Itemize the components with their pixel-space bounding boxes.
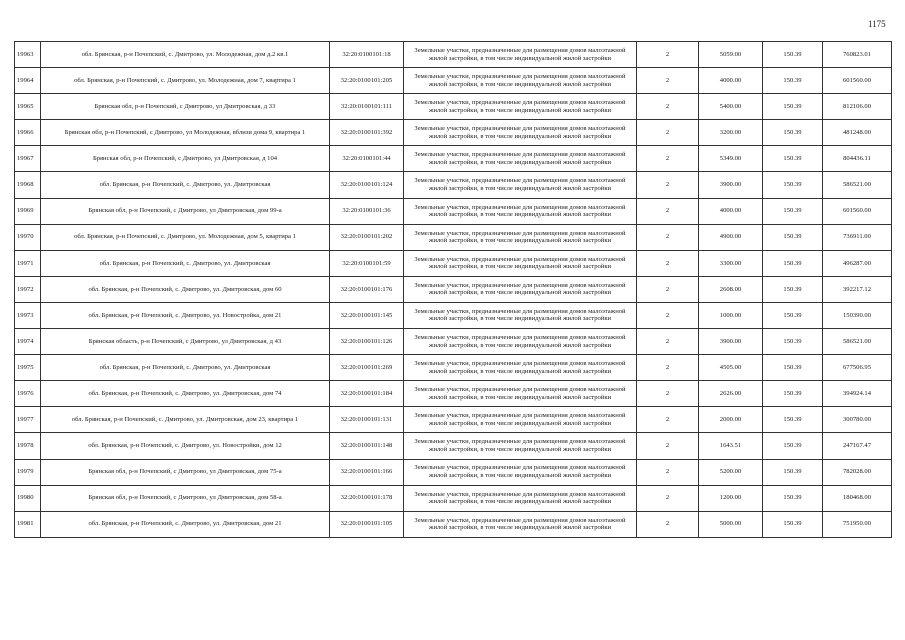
record-number: 19966 xyxy=(15,120,41,146)
category-cell: 2 xyxy=(637,198,699,224)
area-cell: 5000.00 xyxy=(699,511,763,537)
table-row xyxy=(15,485,892,511)
address-cell: Брянская обл, р-н Почепский, с Дмитрово, ул Дмитровская, д 104 xyxy=(41,146,330,172)
address-cell: обл. Брянская, р-н Почепский, с. Дмитрово, ул. Новостройка, дом 21 xyxy=(41,302,330,328)
table-row xyxy=(15,459,892,485)
specific-value-cell: 150.39 xyxy=(763,146,823,172)
record-number: 19968 xyxy=(15,172,41,198)
land-use-cell: Земельные участки, предназначенные для размещения домов малоэтажной жилой застройки, в том числе индивидуальной жилой застройки xyxy=(404,381,637,407)
cadastral-number-cell: 32:20:0100101:202 xyxy=(330,224,404,250)
table-row xyxy=(15,355,892,381)
area-cell: 4505.00 xyxy=(699,355,763,381)
address-cell: обл. Брянская, р-н Почепский, с. Дмитрово, ул. Дмитровская, дом 23, квартира 1 xyxy=(41,407,330,433)
area-cell: 1200.00 xyxy=(699,485,763,511)
cadastral-value-cell: 150390.00 xyxy=(823,302,892,328)
address-cell: Брянская обл, р-н Почепский, с Дмитрово, ул Молодежная, вблизи дома 9, квартира 1 xyxy=(41,120,330,146)
record-number: 19976 xyxy=(15,381,41,407)
table-row xyxy=(15,511,892,537)
category-cell: 2 xyxy=(637,146,699,172)
area-cell: 4000.00 xyxy=(699,68,763,94)
land-use-cell: Земельные участки, предназначенные для размещения домов малоэтажной жилой застройки, в том числе индивидуальной жилой застройки xyxy=(404,433,637,459)
specific-value-cell: 150.39 xyxy=(763,94,823,120)
category-cell: 2 xyxy=(637,511,699,537)
record-number: 19971 xyxy=(15,250,41,276)
area-cell: 3300.00 xyxy=(699,250,763,276)
category-cell: 2 xyxy=(637,120,699,146)
record-number: 19980 xyxy=(15,485,41,511)
cadastral-value-cell: 601560.00 xyxy=(823,198,892,224)
area-cell: 4000.00 xyxy=(699,198,763,224)
table-row xyxy=(15,329,892,355)
address-cell: обл. Брянская, р-н Почепский, с. Дмитрово, ул. Молодежная, дом 7, квартира 1 xyxy=(41,68,330,94)
cadastral-number-cell: 32:20:0100101:392 xyxy=(330,120,404,146)
record-number: 19967 xyxy=(15,146,41,172)
cadastral-value-cell: 601560.00 xyxy=(823,68,892,94)
cadastral-value-cell: 677506.95 xyxy=(823,355,892,381)
address-cell: обл. Брянская, р-н Почепский, с. Дмитрово, ул. Дмитровская xyxy=(41,355,330,381)
cadastral-value-cell: 247167.47 xyxy=(823,433,892,459)
category-cell: 2 xyxy=(637,276,699,302)
land-use-cell: Земельные участки, предназначенные для размещения домов малоэтажной жилой застройки, в том числе индивидуальной жилой застройки xyxy=(404,250,637,276)
cadastral-value-cell: 586521.00 xyxy=(823,329,892,355)
record-number: 19965 xyxy=(15,94,41,120)
land-use-cell: Земельные участки, предназначенные для размещения домов малоэтажной жилой застройки, в том числе индивидуальной жилой застройки xyxy=(404,302,637,328)
land-use-cell: Земельные участки, предназначенные для размещения домов малоэтажной жилой застройки, в том числе индивидуальной жилой застройки xyxy=(404,355,637,381)
land-use-cell: Земельные участки, предназначенные для размещения домов малоэтажной жилой застройки, в том числе индивидуальной жилой застройки xyxy=(404,198,637,224)
record-number: 19963 xyxy=(15,42,41,68)
table-row xyxy=(15,120,892,146)
table-row xyxy=(15,276,892,302)
area-cell: 2000.00 xyxy=(699,407,763,433)
cadastral-value-cell: 751950.00 xyxy=(823,511,892,537)
category-cell: 2 xyxy=(637,250,699,276)
cadastral-value-cell: 782028.00 xyxy=(823,459,892,485)
table-row xyxy=(15,68,892,94)
cadastral-number-cell: 32:20:0100101:145 xyxy=(330,302,404,328)
area-cell: 3200.00 xyxy=(699,120,763,146)
specific-value-cell: 150.39 xyxy=(763,172,823,198)
cadastral-value-table xyxy=(14,41,892,538)
category-cell: 2 xyxy=(637,302,699,328)
address-cell: обл. Брянская, р-н Почепский, с. Дмитрово, ул. Молодежная, дом д.2 кв.1 xyxy=(41,42,330,68)
category-cell: 2 xyxy=(637,42,699,68)
cadastral-value-cell: 481248.00 xyxy=(823,120,892,146)
cadastral-number-cell: 32:20:0100101:18 xyxy=(330,42,404,68)
area-cell: 1643.51 xyxy=(699,433,763,459)
record-number: 19973 xyxy=(15,302,41,328)
table-row xyxy=(15,146,892,172)
cadastral-number-cell: 32:20:0100101:126 xyxy=(330,329,404,355)
record-number: 19981 xyxy=(15,511,41,537)
record-number: 19970 xyxy=(15,224,41,250)
table-row xyxy=(15,250,892,276)
address-cell: обл. Брянская, р-н Почепский, с. Дмитрово, ул. Дмитровская xyxy=(41,172,330,198)
specific-value-cell: 150.39 xyxy=(763,485,823,511)
area-cell: 5349.00 xyxy=(699,146,763,172)
specific-value-cell: 150.39 xyxy=(763,302,823,328)
cadastral-number-cell: 32:20:0100101:269 xyxy=(330,355,404,381)
land-use-cell: Земельные участки, предназначенные для размещения домов малоэтажной жилой застройки, в том числе индивидуальной жилой застройки xyxy=(404,146,637,172)
cadastral-value-cell: 804436.11 xyxy=(823,146,892,172)
specific-value-cell: 150.39 xyxy=(763,198,823,224)
land-use-cell: Земельные участки, предназначенные для размещения домов малоэтажной жилой застройки, в том числе индивидуальной жилой застройки xyxy=(404,68,637,94)
area-cell: 2626.00 xyxy=(699,381,763,407)
cadastral-number-cell: 32:20:0100101:131 xyxy=(330,407,404,433)
address-cell: обл. Брянская, р-н Почепский, с. Дмитрово, ул. Дмитровская, дом 60 xyxy=(41,276,330,302)
cadastral-value-cell: 180468.00 xyxy=(823,485,892,511)
specific-value-cell: 150.39 xyxy=(763,224,823,250)
category-cell: 2 xyxy=(637,381,699,407)
category-cell: 2 xyxy=(637,355,699,381)
specific-value-cell: 150.39 xyxy=(763,42,823,68)
specific-value-cell: 150.39 xyxy=(763,68,823,94)
table-row xyxy=(15,94,892,120)
category-cell: 2 xyxy=(637,407,699,433)
land-use-cell: Земельные участки, предназначенные для размещения домов малоэтажной жилой застройки, в том числе индивидуальной жилой застройки xyxy=(404,407,637,433)
address-cell: обл. Брянская, р-н Почепский, с. Дмитрово, ул. Дмитровская xyxy=(41,250,330,276)
land-use-cell: Земельные участки, предназначенные для размещения домов малоэтажной жилой застройки, в том числе индивидуальной жилой застройки xyxy=(404,42,637,68)
specific-value-cell: 150.39 xyxy=(763,459,823,485)
land-use-cell: Земельные участки, предназначенные для размещения домов малоэтажной жилой застройки, в том числе индивидуальной жилой застройки xyxy=(404,276,637,302)
area-cell: 5200.00 xyxy=(699,459,763,485)
table-row xyxy=(15,302,892,328)
area-cell: 4900.00 xyxy=(699,224,763,250)
area-cell: 5059.00 xyxy=(699,42,763,68)
category-cell: 2 xyxy=(637,329,699,355)
area-cell: 3900.00 xyxy=(699,329,763,355)
area-cell: 5400.00 xyxy=(699,94,763,120)
address-cell: обл. Брянская, р-н Почепский, с. Дмитрово, ул. Дмитровская, дом 21 xyxy=(41,511,330,537)
address-cell: Брянская область, р-н Почепский, с Дмитрово, ул Дмитровская, д 43 xyxy=(41,329,330,355)
record-number: 19974 xyxy=(15,329,41,355)
address-cell: Брянская обл, р-н Почепский, с Дмитрово, ул Дмитровская, д 33 xyxy=(41,94,330,120)
cadastral-value-cell: 496287.00 xyxy=(823,250,892,276)
record-number: 19964 xyxy=(15,68,41,94)
cadastral-value-cell: 736911.00 xyxy=(823,224,892,250)
land-use-cell: Земельные участки, предназначенные для размещения домов малоэтажной жилой застройки, в том числе индивидуальной жилой застройки xyxy=(404,329,637,355)
land-use-cell: Земельные участки, предназначенные для размещения домов малоэтажной жилой застройки, в том числе индивидуальной жилой застройки xyxy=(404,485,637,511)
category-cell: 2 xyxy=(637,433,699,459)
table-row xyxy=(15,224,892,250)
table-row xyxy=(15,407,892,433)
cadastral-number-cell: 32:20:0100101:44 xyxy=(330,146,404,172)
cadastral-number-cell: 32:20:0100101:105 xyxy=(330,511,404,537)
category-cell: 2 xyxy=(637,172,699,198)
record-number: 19977 xyxy=(15,407,41,433)
land-use-cell: Земельные участки, предназначенные для размещения домов малоэтажной жилой застройки, в том числе индивидуальной жилой застройки xyxy=(404,120,637,146)
category-cell: 2 xyxy=(637,94,699,120)
cadastral-value-cell: 392217.12 xyxy=(823,276,892,302)
address-cell: обл. Брянская, р-н Почепский, с. Дмитрово, ул. Дмитровская, дом 74 xyxy=(41,381,330,407)
specific-value-cell: 150.39 xyxy=(763,276,823,302)
area-cell: 1000.00 xyxy=(699,302,763,328)
specific-value-cell: 150.39 xyxy=(763,381,823,407)
record-number: 19969 xyxy=(15,198,41,224)
cadastral-number-cell: 32:20:0100101:205 xyxy=(330,68,404,94)
cadastral-number-cell: 32:20:0100101:178 xyxy=(330,485,404,511)
cadastral-number-cell: 32:20:0100101:111 xyxy=(330,94,404,120)
cadastral-value-cell: 394924.14 xyxy=(823,381,892,407)
specific-value-cell: 150.39 xyxy=(763,407,823,433)
specific-value-cell: 150.39 xyxy=(763,511,823,537)
address-cell: обл. Брянская, р-н Почепский, с. Дмитрово, ул. Новостройки, дом 12 xyxy=(41,433,330,459)
address-cell: Брянская обл, р-н Почепский, с Дмитрово, ул Дмитровская, дом 75-а xyxy=(41,459,330,485)
land-use-cell: Земельные участки, предназначенные для размещения домов малоэтажной жилой застройки, в том числе индивидуальной жилой застройки xyxy=(404,172,637,198)
cadastral-number-cell: 32:20:0100101:59 xyxy=(330,250,404,276)
specific-value-cell: 150.39 xyxy=(763,329,823,355)
category-cell: 2 xyxy=(637,459,699,485)
land-use-cell: Земельные участки, предназначенные для размещения домов малоэтажной жилой застройки, в том числе индивидуальной жилой застройки xyxy=(404,459,637,485)
record-number: 19979 xyxy=(15,459,41,485)
cadastral-number-cell: 32:20:0100101:184 xyxy=(330,381,404,407)
table-row xyxy=(15,42,892,68)
cadastral-number-cell: 32:20:0100101:176 xyxy=(330,276,404,302)
area-cell: 2608.00 xyxy=(699,276,763,302)
cadastral-number-cell: 32:20:0100101:148 xyxy=(330,433,404,459)
category-cell: 2 xyxy=(637,485,699,511)
record-number: 19975 xyxy=(15,355,41,381)
specific-value-cell: 150.39 xyxy=(763,120,823,146)
address-cell: обл. Брянская, р-н Почепский, с. Дмитрово, ул. Молодежная, дом 5, квартира 1 xyxy=(41,224,330,250)
specific-value-cell: 150.39 xyxy=(763,250,823,276)
land-use-cell: Земельные участки, предназначенные для размещения домов малоэтажной жилой застройки, в том числе индивидуальной жилой застройки xyxy=(404,224,637,250)
area-cell: 3900.00 xyxy=(699,172,763,198)
table-row xyxy=(15,381,892,407)
table-body xyxy=(15,42,892,538)
category-cell: 2 xyxy=(637,68,699,94)
table-row xyxy=(15,198,892,224)
specific-value-cell: 150.39 xyxy=(763,355,823,381)
table-row xyxy=(15,172,892,198)
page-number: 1175 xyxy=(868,19,886,29)
cadastral-value-cell: 300780.00 xyxy=(823,407,892,433)
cadastral-value-cell: 586521.00 xyxy=(823,172,892,198)
category-cell: 2 xyxy=(637,224,699,250)
address-cell: Брянская обл, р-н Почепский, с Дмитрово, ул Дмитровская, дом 99-а xyxy=(41,198,330,224)
record-number: 19972 xyxy=(15,276,41,302)
table-row xyxy=(15,433,892,459)
land-use-cell: Земельные участки, предназначенные для размещения домов малоэтажной жилой застройки, в том числе индивидуальной жилой застройки xyxy=(404,94,637,120)
specific-value-cell: 150.39 xyxy=(763,433,823,459)
address-cell: Брянская обл, р-н Почепский, с Дмитрово, ул Дмитровская, дом 58-а xyxy=(41,485,330,511)
record-number: 19978 xyxy=(15,433,41,459)
cadastral-value-cell: 760823.01 xyxy=(823,42,892,68)
cadastral-value-cell: 812106.00 xyxy=(823,94,892,120)
cadastral-number-cell: 32:20:0100101:124 xyxy=(330,172,404,198)
cadastral-number-cell: 32:20:0100101:36 xyxy=(330,198,404,224)
land-use-cell: Земельные участки, предназначенные для размещения домов малоэтажной жилой застройки, в том числе индивидуальной жилой застройки xyxy=(404,511,637,537)
cadastral-number-cell: 32:20:0100101:166 xyxy=(330,459,404,485)
